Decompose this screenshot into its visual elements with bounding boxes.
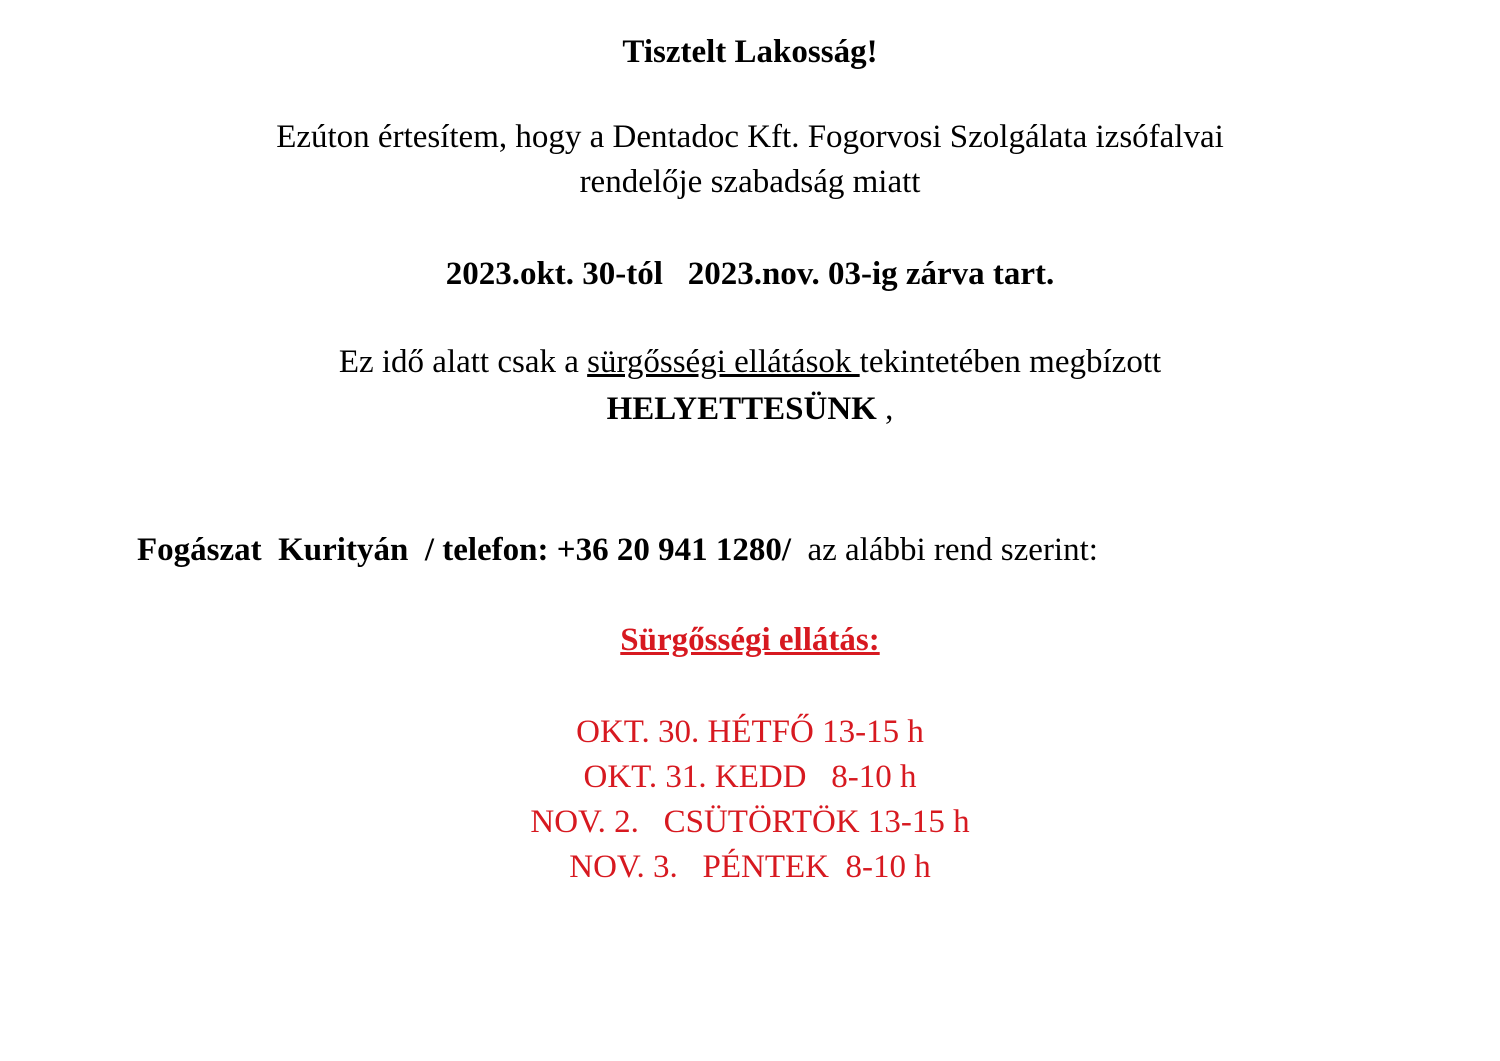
substitute-underlined: sürgősségi ellátások [587, 344, 860, 380]
schedule-item: OKT. 30. HÉTFŐ 13-15 h [576, 714, 924, 750]
substitute-name: HELYETTESÜNK [606, 391, 877, 427]
notice-title: Tisztelt Lakosság! [622, 34, 878, 70]
closure-period [0, 254, 1500, 294]
clinic-suffix: az alábbi rend szerint: [791, 532, 1098, 568]
clinic-name-phone: Fogászat Kurityán / telefon: +36 20 941 1280/ [137, 532, 791, 568]
emergency-heading: Sürgősségi ellátás: [620, 622, 880, 658]
clinic-line [137, 530, 1098, 570]
substitute-suffix: tekintetében megbízott [859, 344, 1162, 380]
substitute-trailing: , [876, 391, 894, 427]
closure-from: 2023.okt. 30-tól [445, 256, 663, 292]
schedule-item: NOV. 3. PÉNTEK 8-10 h [569, 849, 931, 885]
substitute-prefix: Ez idő alatt csak a [338, 344, 588, 380]
schedule-item: NOV. 2. CSÜTÖRTÖK 13-15 h [530, 804, 970, 840]
intro-line-1: Ezúton értesítem, hogy a Dentadoc Kft. Fogorvosi Szolgálata izsófalvai [276, 119, 1224, 155]
closure-to: 2023.nov. 03-ig zárva tart. [687, 256, 1055, 292]
intro-line-2: rendelője szabadság miatt [579, 164, 921, 200]
substitute-name-line [0, 389, 1500, 429]
schedule-item: OKT. 31. KEDD 8-10 h [583, 759, 917, 795]
substitute-line [0, 342, 1500, 382]
